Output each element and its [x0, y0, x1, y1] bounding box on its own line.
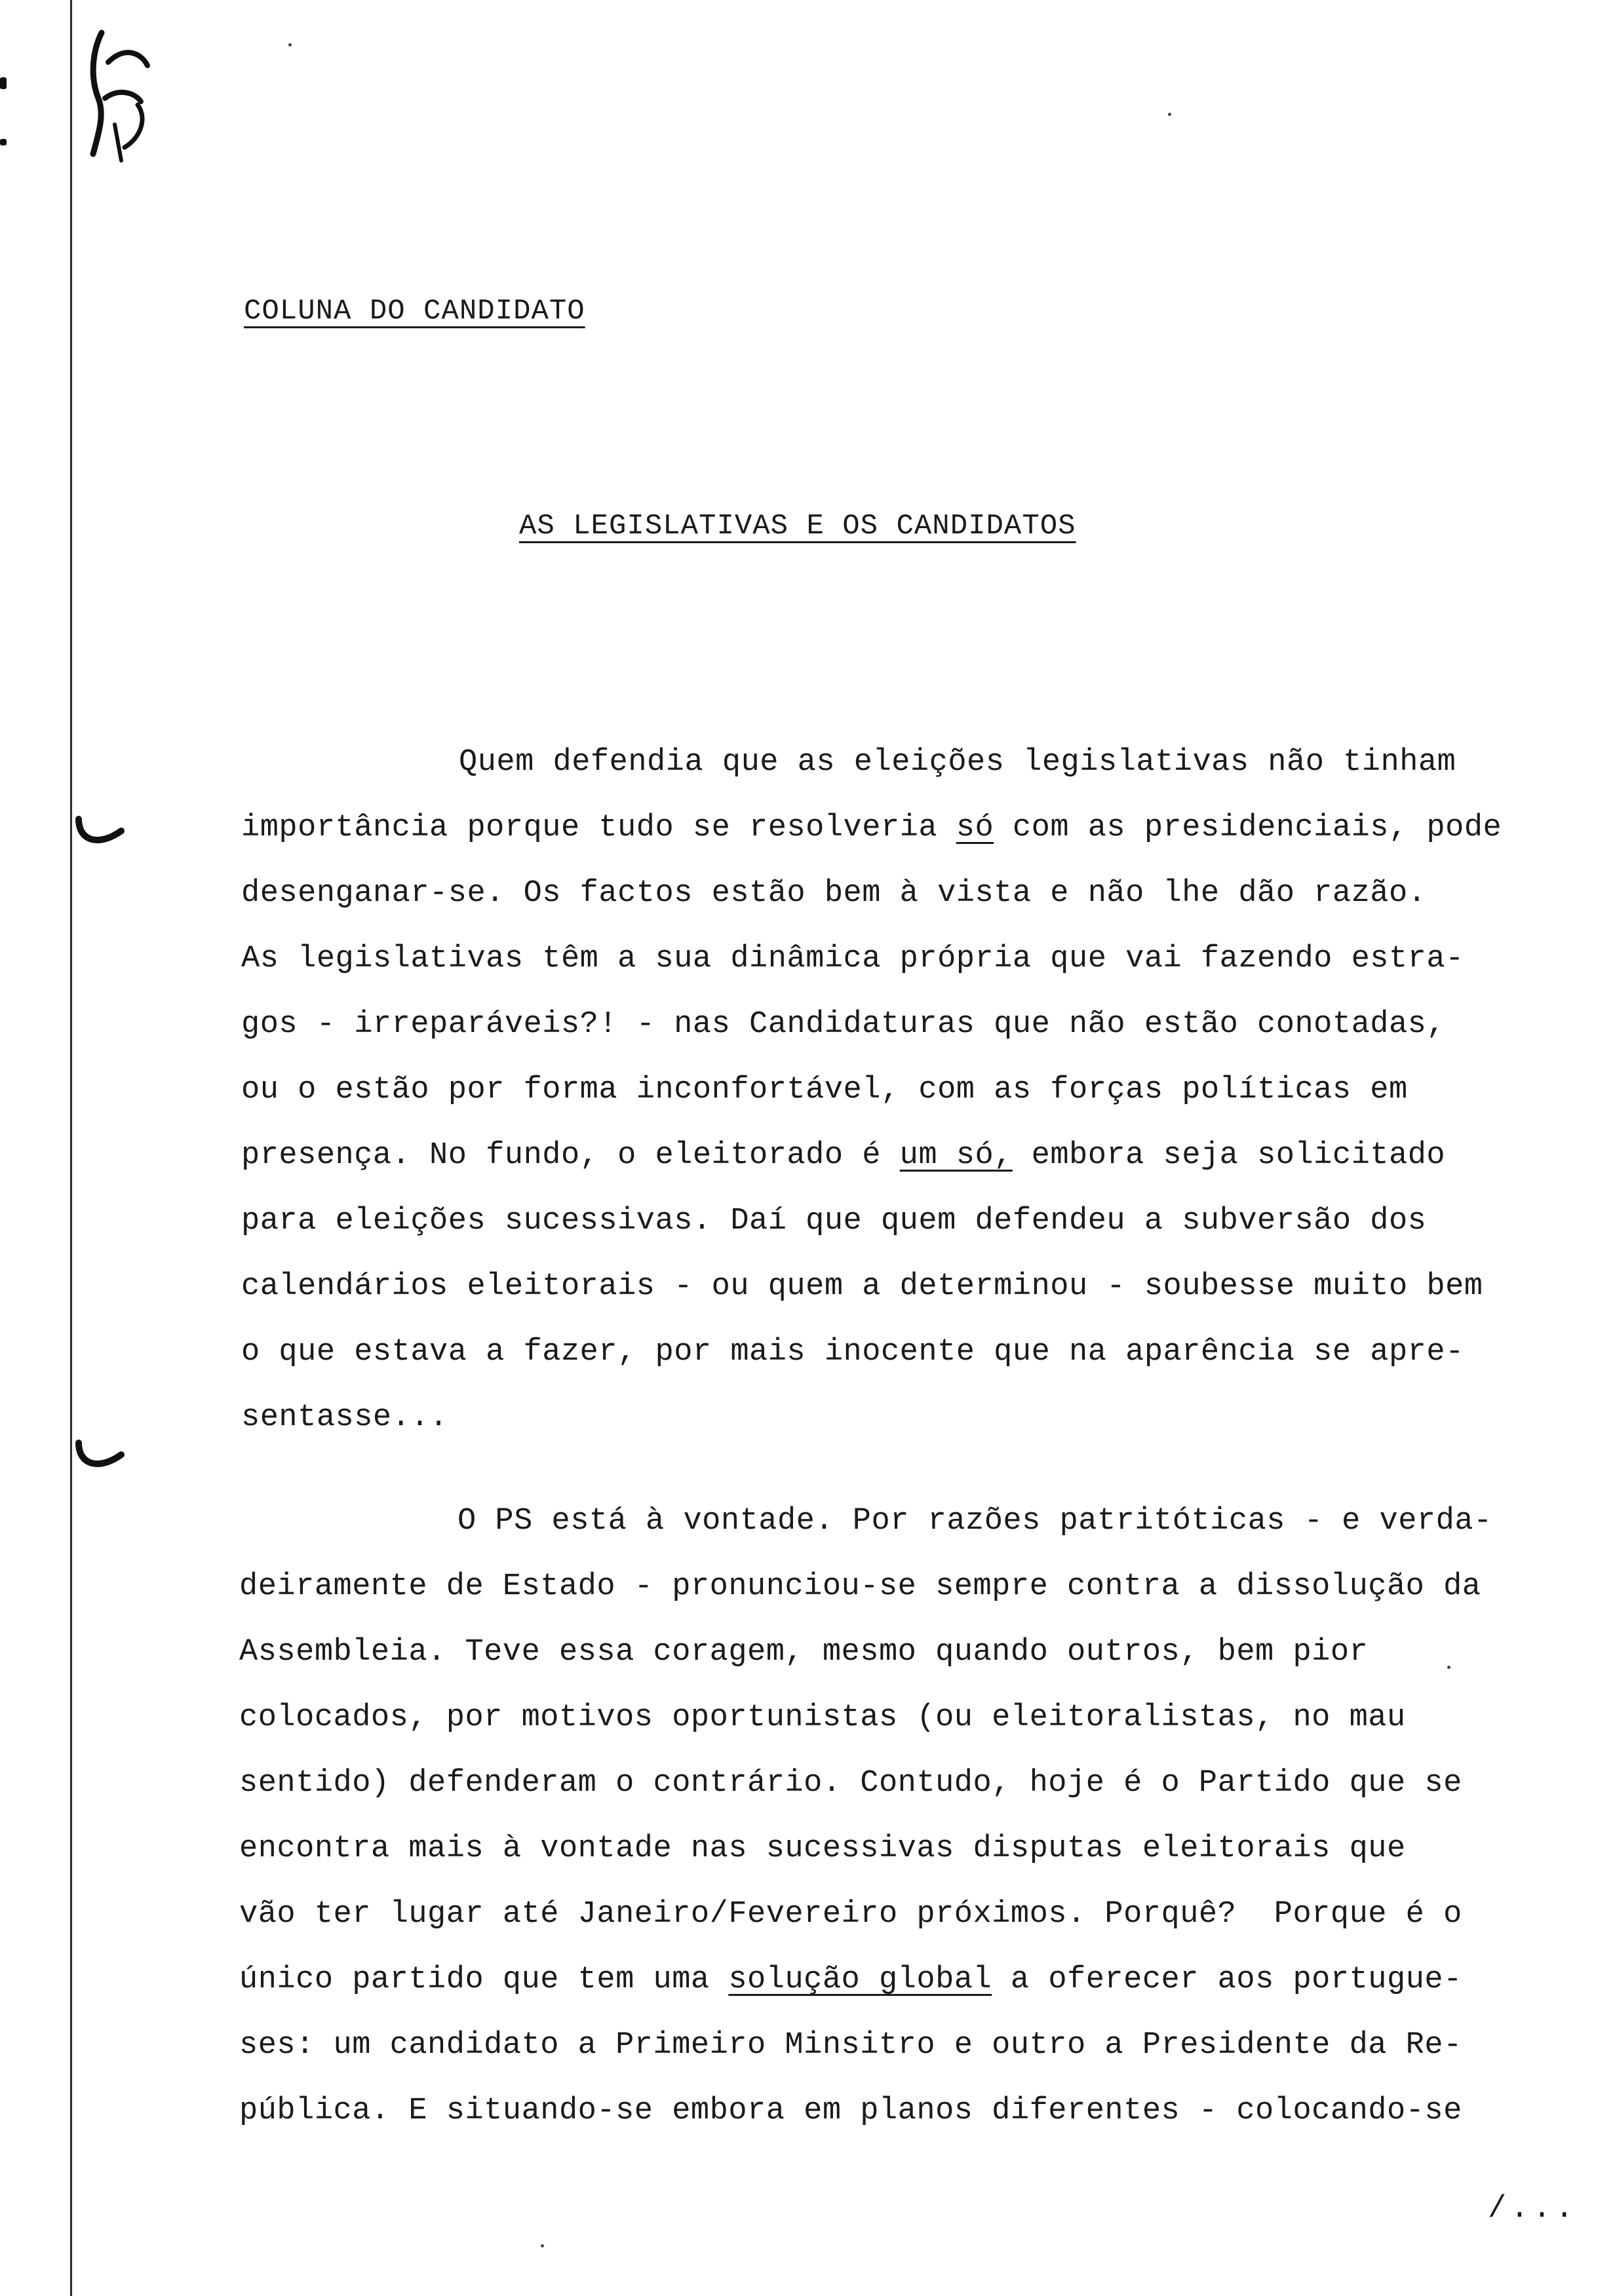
body-line — [239, 1964, 1462, 1995]
body-line — [241, 1140, 1445, 1171]
document-title: AS LEGISLATIVAS E OS CANDIDATOS — [519, 510, 1076, 543]
text-run: embora seja solicitado — [1012, 1138, 1446, 1173]
body-line: vão ter lugar até Janeiro/Fevereiro próximos. Porquê? Porque é o — [239, 1897, 1462, 1932]
clip-mark-icon — [72, 811, 131, 851]
body-line: encontra mais à vontade nas sucessivas disputas eleitorais que — [239, 1831, 1406, 1866]
body-line: o que estava a fazer, por mais inocente que na aparência se apre- — [241, 1335, 1464, 1369]
paper-speck — [1447, 1666, 1450, 1669]
body-line: gos - irreparáveis?! - nas Candidaturas que não estão conotadas, — [241, 1007, 1446, 1042]
body-line: ou o estão por forma inconfortável, com as forças políticas em — [241, 1073, 1408, 1107]
underlined-text: só — [956, 811, 994, 845]
body-line: As legislativas têm a sua dinâmica própria que vai fazendo estra- — [241, 942, 1464, 976]
body-line: pública. E situando-se embora em planos diferentes - colocando-se — [239, 2094, 1462, 2128]
column-label: COLUNA DO CANDIDATO — [244, 295, 585, 328]
body-line: deiramente de Estado - pronunciou-se sempre contra a dissolução da — [239, 1569, 1481, 1604]
handwritten-mark-icon — [79, 26, 157, 164]
body-line: ses: um candidato a Primeiro Minsitro e outro a Presidente da Re- — [239, 2028, 1462, 2063]
punch-mark — [0, 77, 7, 89]
body-line — [241, 813, 1502, 843]
body-line: sentasse... — [241, 1400, 448, 1435]
underlined-text: solução global — [728, 1962, 992, 1997]
text-run: presença. No fundo, o eleitorado é — [241, 1138, 900, 1173]
body-line: colocados, por motivos oportunistas (ou eleitoralistas, no mau — [239, 1700, 1406, 1735]
paper-speck — [288, 43, 292, 47]
body-line: calendários eleitorais - ou quem a determinou - soubesse muito bem — [241, 1269, 1483, 1304]
body-line: para eleições sucessivas. Daí que quem defendeu a subversão dos — [241, 1204, 1427, 1238]
clip-mark-icon — [72, 1435, 131, 1474]
body-line: Quem defendia que as eleições legislativas não tinham — [459, 745, 1456, 780]
text-run: único partido que tem uma — [239, 1962, 729, 1997]
body-line: O PS está à vontade. Por razões patritóticas - e verda- — [457, 1504, 1492, 1539]
paper-speck — [1168, 113, 1171, 116]
text-run: a oferecer aos portugue- — [992, 1962, 1462, 1997]
underlined-text: um só, — [899, 1138, 1013, 1173]
body-line: Assembleia. Teve essa coragem, mesmo quando outros, bem pior — [239, 1635, 1369, 1670]
paper-speck — [541, 2244, 544, 2248]
text-run: com as presidenciais, pode — [994, 811, 1502, 845]
continuation-mark: /... — [1488, 2192, 1578, 2227]
body-line: desenganar-se. Os factos estão bem à vista e não lhe dão razão. — [241, 876, 1427, 911]
text-run: importância porque tudo se resolveria — [241, 811, 956, 845]
punch-mark — [0, 139, 7, 145]
body-line: sentido) defenderam o contrário. Contudo, hoje é o Partido que se — [239, 1766, 1462, 1801]
left-margin-rule — [70, 0, 72, 2296]
